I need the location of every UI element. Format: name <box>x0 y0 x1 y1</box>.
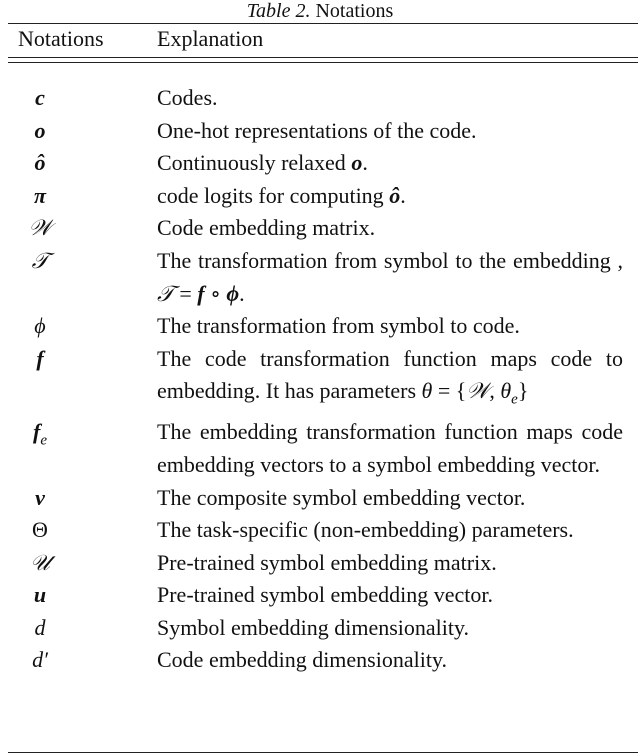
header-rule-1 <box>8 57 638 58</box>
caption-title: Notations <box>315 0 394 22</box>
explanation-text: Codes. <box>157 85 218 110</box>
notation-symbol: v <box>35 484 45 510</box>
table-row <box>0 115 640 148</box>
notation-symbol: o <box>34 117 46 143</box>
notation-cell <box>0 245 80 310</box>
math-term: ô <box>389 182 401 208</box>
explanation-text: = { <box>432 378 467 404</box>
explanation-text: Continuously relaxed <box>157 150 352 176</box>
table-row <box>0 579 640 612</box>
explanation-cell <box>157 482 623 515</box>
notation-cell <box>0 416 80 481</box>
explanation-text: The transformation from symbol to code. <box>157 313 520 339</box>
explanation-cell <box>157 343 623 417</box>
table-row <box>0 180 640 213</box>
notation-cell <box>0 115 80 148</box>
explanation-text: . <box>400 182 406 208</box>
explanation-cell <box>157 310 623 343</box>
header-rule-2 <box>8 62 638 63</box>
notation-cell <box>0 343 80 417</box>
notation-cell <box>0 579 80 612</box>
explanation-text: The composite symbol embedding vector. <box>157 484 526 510</box>
explanation-text: The transformation from symbol to the embedding , <box>157 247 623 273</box>
notation-cell <box>0 180 80 213</box>
explanation-cell <box>157 212 623 245</box>
notation-symbol: f <box>33 419 41 445</box>
notation-cell <box>0 82 80 115</box>
notation-cell <box>0 482 80 515</box>
math-term: ϕ <box>226 280 240 306</box>
caption-label: Table 2. <box>246 0 311 22</box>
explanation-cell <box>157 245 623 310</box>
math-term: f <box>197 280 205 306</box>
table-row <box>0 310 640 343</box>
notation-cell <box>0 547 80 580</box>
notation-symbol: c <box>35 85 45 110</box>
explanation-cell <box>157 147 623 180</box>
notation-cell <box>0 514 80 547</box>
notation-symbol: d <box>34 614 46 640</box>
explanation-cell <box>157 115 623 148</box>
table-caption <box>0 0 640 22</box>
explanation-text: The task-specific (non-embedding) parameters. <box>157 517 574 543</box>
notation-cell <box>0 612 80 645</box>
table-row <box>0 245 640 310</box>
explanation-text: . <box>362 150 368 176</box>
explanation-text: code logits for computing <box>157 182 390 208</box>
math-term: 𝒯 <box>157 280 174 306</box>
notation-symbol: ô <box>34 150 46 176</box>
explanation-text: , <box>489 378 501 404</box>
notation-subscript: e <box>40 432 47 449</box>
explanation-text: . <box>239 280 245 306</box>
notation-symbol: Θ <box>32 517 48 543</box>
explanation-cell <box>157 547 623 580</box>
math-term: θ <box>500 378 512 404</box>
notation-symbol: 𝒲 <box>28 215 52 241</box>
table-row <box>0 147 640 180</box>
explanation-cell <box>157 416 623 481</box>
explanation-text: Pre-trained symbol embedding vector. <box>157 582 494 608</box>
explanation-cell <box>157 612 623 645</box>
explanation-text: } <box>517 378 529 404</box>
table-row <box>0 482 640 515</box>
bottom-rule <box>8 752 638 753</box>
notation-cell <box>0 147 80 180</box>
explanation-cell <box>157 82 623 115</box>
table-row <box>0 612 640 645</box>
notation-cell <box>0 212 80 245</box>
explanation-text: One-hot representations of the code. <box>157 117 477 143</box>
table-row <box>0 547 640 580</box>
table-row <box>0 343 640 417</box>
table-body <box>0 82 640 677</box>
table-row <box>0 212 640 245</box>
notation-cell <box>0 644 80 677</box>
table-row <box>0 514 640 547</box>
notation-symbol: π <box>33 182 46 208</box>
math-term: e <box>511 391 518 408</box>
explanation-cell <box>157 514 623 547</box>
explanation-text: The code transformation function maps code to embedding. It has parameters <box>157 345 623 404</box>
explanation-text: ∘ <box>204 280 227 306</box>
header-notations: Notations <box>18 26 104 51</box>
math-term: 𝒲 <box>466 378 490 404</box>
table-row <box>0 82 640 115</box>
explanation-cell <box>157 180 623 213</box>
header-explanation: Explanation <box>157 26 264 51</box>
notation-symbol: f <box>36 345 44 371</box>
explanation-text: Pre-trained symbol embedding matrix. <box>157 549 497 575</box>
notation-symbol: u <box>33 582 47 608</box>
explanation-text: = <box>173 280 198 306</box>
notation-cell <box>0 310 80 343</box>
explanation-cell <box>157 644 623 677</box>
table-row <box>0 644 640 677</box>
explanation-text: Symbol embedding dimensionality. <box>157 614 470 640</box>
explanation-text: The embedding transformation function maps code embedding vectors to a symbol embedding vector. <box>157 419 623 477</box>
table-row <box>0 416 640 481</box>
math-term: θ <box>421 378 433 404</box>
notation-symbol: 𝒰 <box>30 549 50 575</box>
notation-symbol: 𝒯 <box>31 247 49 273</box>
math-term: o <box>351 150 363 176</box>
notation-symbol: d′ <box>32 647 48 673</box>
explanation-cell <box>157 579 623 612</box>
notation-symbol: ϕ <box>34 313 46 339</box>
explanation-text: Code embedding dimensionality. <box>157 647 448 673</box>
explanation-text: Code embedding matrix. <box>157 215 376 241</box>
